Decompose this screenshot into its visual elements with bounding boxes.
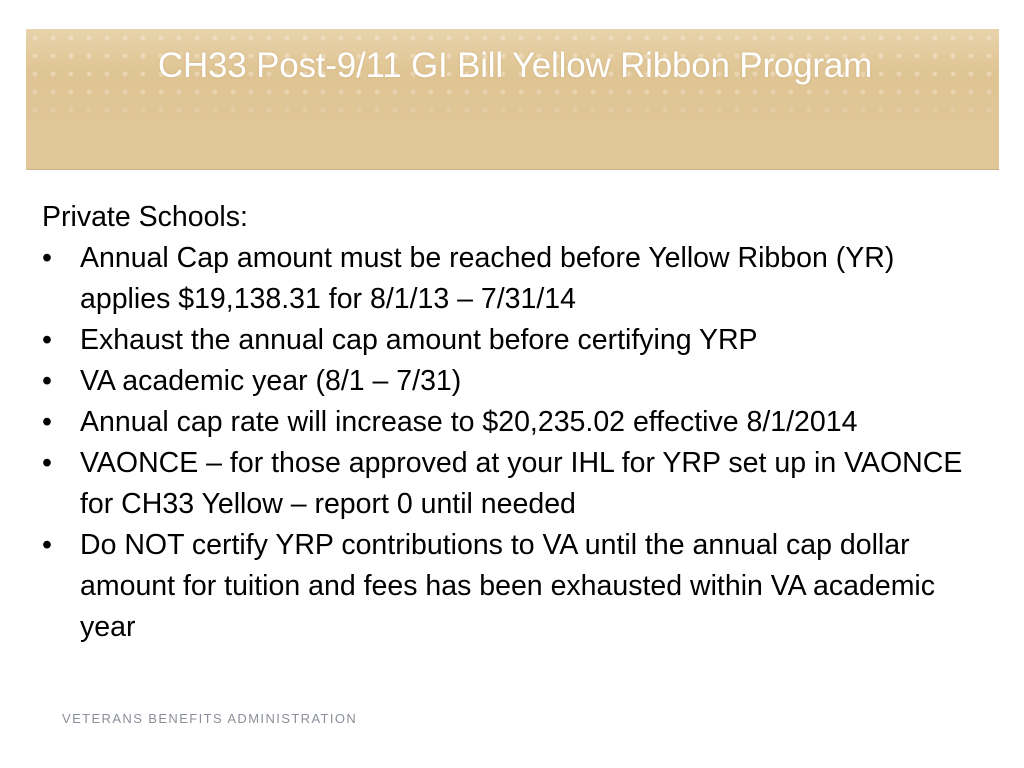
bullet-list xyxy=(42,238,992,648)
bullet-dot-icon: • xyxy=(42,529,52,561)
bullet-text: Annual cap rate will increase to $20,235.02 effective 8/1/2014 xyxy=(80,406,858,438)
intro-text: Private Schools: xyxy=(42,201,248,233)
bullet-item xyxy=(42,320,992,361)
bullet-dot-icon: • xyxy=(42,406,52,438)
bullet-text: Exhaust the annual cap amount before certifying YRP xyxy=(80,324,758,356)
bullet-item xyxy=(42,525,992,648)
bullet-item xyxy=(42,443,992,525)
bullet-item xyxy=(42,238,992,320)
slide-title: CH33 Post-9/11 GI Bill Yellow Ribbon Program xyxy=(157,46,873,85)
bullet-dot-icon: • xyxy=(42,324,52,356)
footer-label: VETERANS BENEFITS ADMINISTRATION xyxy=(62,711,358,726)
bullet-dot-icon: • xyxy=(42,365,52,397)
bullet-dot-icon: • xyxy=(42,242,52,274)
bullet-text: Annual Cap amount must be reached before Yellow Ribbon (YR) applies $19,138.31 for 8/1/13 – 7/31/14 xyxy=(80,242,895,315)
bullet-text: VAONCE – for those approved at your IHL for YRP set up in VAONCE for CH33 Yellow – report 0 until needed xyxy=(80,447,963,520)
bullet-item xyxy=(42,361,992,402)
bullet-item xyxy=(42,402,992,443)
slide-body xyxy=(42,197,992,648)
bullet-text: Do NOT certify YRP contributions to VA until the annual cap dollar amount for tuition and fees has been exhausted within VA academic year xyxy=(80,529,936,643)
bullet-text: VA academic year (8/1 – 7/31) xyxy=(80,365,462,397)
bullet-dot-icon: • xyxy=(42,447,52,479)
